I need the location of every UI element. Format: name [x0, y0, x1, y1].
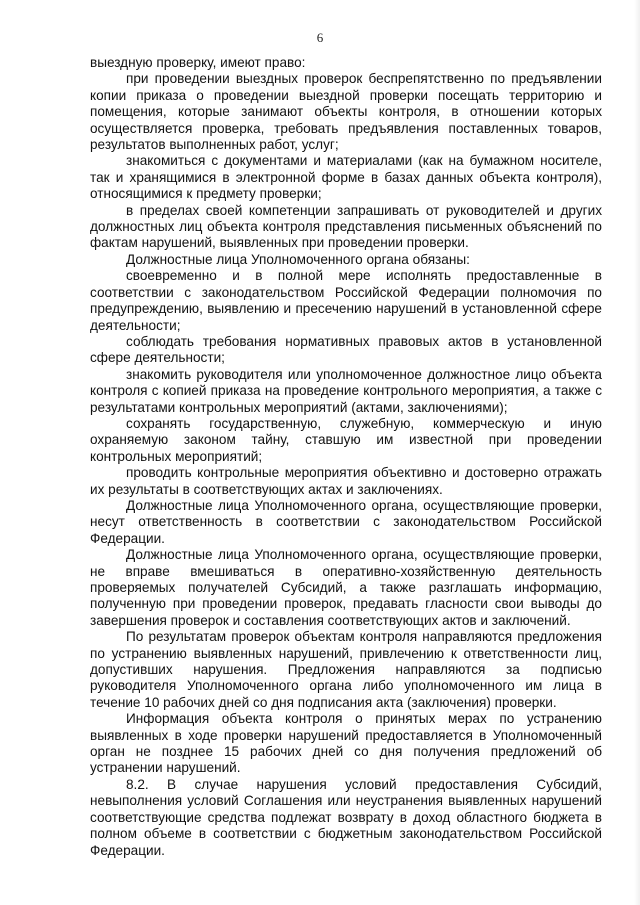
paragraph-obligations-heading: Должностные лица Уполномоченного органа обязаны: [126, 251, 470, 267]
paragraph-obligation-objective: проводить контрольные мероприятия объективно и достоверно отражать их результаты в соответствующих актах и заключениях. [90, 465, 602, 497]
paragraph-continuation: выездную проверку, имеют право: [90, 55, 306, 70]
paragraph-information: Информация объекта контроля о принятых мерах по устранению выявленных в ходе проверки нарушений предоставляется в Уполномоченный орган не позднее 15 рабочих дней со дня получения предложений об устранении нарушений. [90, 711, 602, 776]
paragraph-section-8-2: 8.2. В случае нарушения условий предоставления Субсидий, невыполнения условий Соглашения или неустранения выявленных нарушений соответствующие средства подлежат возврату в доход областного бюджета в полном объеме в соответствии с бюджетным законодательством Российской Федерации. [90, 776, 602, 858]
paragraph-right-request: в пределах своей компетенции запрашивать от руководителей и других должностных лиц объекта контроля представления письменных объяснений по фактам нарушений, выявленных при проведении проверки. [90, 202, 602, 251]
paragraph-obligation-secret: сохранять государственную, служебную, коммерческую и иную охраняемую законом тайну, ставшую им известной при проведении контрольных мероприятий; [90, 415, 602, 464]
paragraph-responsibility: Должностные лица Уполномоченного органа, осуществляющие проверки, несут ответственность в соответствии с законодательством Российской Федерации. [90, 497, 602, 546]
paragraph-proposals: По результатам проверок объектам контроля направляются предложения по устранению выявленных нарушений, привлечению к ответственности лиц, допустивших нарушения. Предложения направляются за подписью руководителя Уполномоченного органа либо уполномоченного им лица в течение 10 рабочих дней со дня подписания акта (заключения) проверки. [90, 629, 602, 710]
page-number: 6 [316, 30, 324, 45]
paragraph-right-documents: знакомиться с документами и материалами (как на бумажном носителе, так и хранящимися в электронной форме в базах данных объекта контроля), относящимися к предмету проверки; [90, 153, 602, 202]
scan-edge-shadow [634, 0, 640, 905]
paragraph-obligation-powers: своевременно и в полной мере исполнять предоставленные в соответствии с законодательством Российской Федерации полномочия по предупреждению, выявлению и пресечению нарушений в установленной сфере деятельности; [90, 268, 602, 333]
document-body [90, 55, 602, 859]
paragraph-restrictions: Должностные лица Уполномоченного органа, осуществляющие проверки, не вправе вмешиваться в оперативно-хозяйственную деятельность проверяемых получателей Субсидий, а также разглашать информацию, полученную при проведении проверок, предавать гласности свои выводы до завершения проверок и составления соответствующих актов и заключений. [90, 547, 602, 628]
paragraph-obligation-inform: знакомить руководителя или уполномоченное должностное лицо объекта контроля с копией приказа на проведение контрольного мероприятия, а также с результатами контрольных мероприятий (актами, заключениями); [90, 366, 602, 415]
paragraph-obligation-comply: соблюдать требования нормативных правовых актов в установленной сфере деятельности; [90, 333, 602, 366]
paragraph-right-visit: при проведении выездных проверок беспрепятственно по предъявлении копии приказа о проведении выездной проверки посещать территорию и помещения, которые занимают объекты контроля, в отношении которых осуществляется проверка, требовать предъявления поставленных товаров, результатов выполненных работ, услуг; [90, 71, 602, 153]
